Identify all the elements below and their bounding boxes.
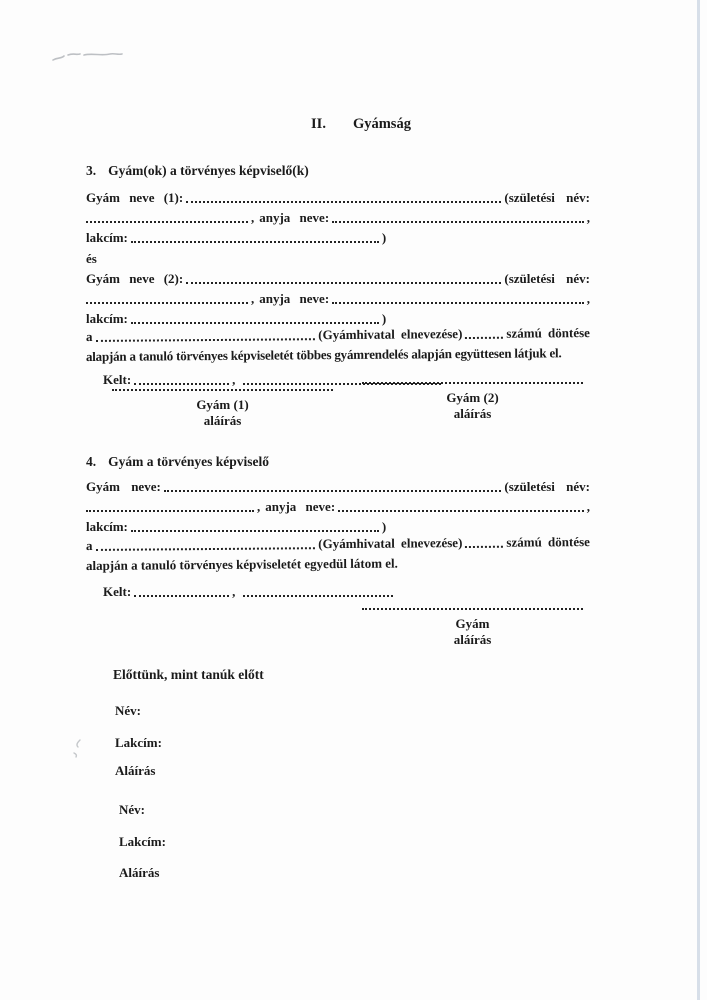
sole-representation-clause xyxy=(86,552,590,576)
close-paren: ) xyxy=(381,230,387,245)
comma: , xyxy=(586,210,590,225)
guardian2-name-label: Gyám neve (2): xyxy=(86,271,184,286)
address-label: lakcím: xyxy=(86,519,128,534)
birth-name-field xyxy=(86,510,254,512)
authority-prefix: a xyxy=(85,537,93,554)
comma: , xyxy=(586,291,590,306)
section-guardians-joint xyxy=(85,161,590,428)
signature-role: Gyám xyxy=(455,616,490,631)
title-text: Gyámság xyxy=(352,116,411,132)
and-line xyxy=(86,249,590,269)
birth-name-label: (születési név: xyxy=(504,271,590,286)
dated-date-field xyxy=(243,595,393,597)
clause-text: alapján a tanuló törvényes képviseletét többes gyámrendelés alapján együttesen látjuk el. xyxy=(85,345,562,365)
signature-role: Gyám (2) xyxy=(446,390,499,405)
section-guardian-sole xyxy=(86,452,590,647)
joint-representation-clause xyxy=(86,343,590,367)
title-number: II. xyxy=(311,116,326,132)
mother-name-label: anyja neve: xyxy=(265,499,336,514)
birth-name-label: (születési név: xyxy=(504,479,590,494)
mother-name-label: anyja neve: xyxy=(259,210,330,225)
witness-signature-label: Aláírás xyxy=(119,865,160,880)
mother-name-field xyxy=(332,302,584,304)
witness-address-label: Lakcím: xyxy=(115,735,162,750)
mother-name-label: anyja neve: xyxy=(259,291,330,306)
witnesses-heading: Előttünk, mint tanúk előtt xyxy=(113,667,264,682)
decision-number-field xyxy=(465,337,503,339)
comma: , xyxy=(586,499,590,514)
authority-name-field xyxy=(95,547,315,551)
section4-heading-text: Gyám a törvényes képviselő xyxy=(108,454,269,469)
clause-text: alapján a tanuló törvényes képviseletét egyedül látom el. xyxy=(85,555,398,574)
guardian-name-field xyxy=(164,490,502,492)
guardian-mother-line xyxy=(86,497,590,517)
comma: , xyxy=(251,210,255,225)
document-title xyxy=(109,116,613,133)
signature-row xyxy=(86,608,590,647)
witness-name-label: Név: xyxy=(115,703,141,718)
guardian-signature-block xyxy=(362,608,583,647)
section4-heading xyxy=(86,452,590,472)
authority-label: (Gyámhivatal elnevezése) xyxy=(318,326,463,343)
address-label: lakcím: xyxy=(86,311,128,326)
guardian-name-line xyxy=(86,477,590,497)
signature-caption: aláírás xyxy=(203,413,242,428)
guardian1-address-line xyxy=(86,228,590,248)
guardian1-mother-line xyxy=(86,208,590,228)
signature-line xyxy=(362,382,583,384)
witness-name-label: Név: xyxy=(119,802,145,817)
witnesses-section xyxy=(86,665,546,882)
authority-name-field xyxy=(95,338,315,342)
section4-number: 4. xyxy=(86,454,97,469)
signature-caption: aláírás xyxy=(453,406,492,421)
decision-number-field xyxy=(465,546,503,548)
comma: , xyxy=(251,291,255,306)
comma: , xyxy=(232,372,236,387)
address-field xyxy=(131,241,379,243)
dated-place-field xyxy=(134,383,229,385)
signature-role: Gyám (1) xyxy=(196,397,249,412)
birth-name-label: (születési név: xyxy=(504,190,590,205)
signatures-row xyxy=(86,382,590,428)
scan-speck xyxy=(70,737,86,761)
signature-line xyxy=(112,389,333,391)
mother-name-field xyxy=(332,221,584,223)
decision-suffix: számú döntése xyxy=(506,325,590,341)
authority-prefix: a xyxy=(85,328,93,345)
section3-heading xyxy=(86,161,590,181)
mother-name-field xyxy=(338,510,584,512)
section3-number: 3. xyxy=(86,163,97,178)
guardian2-mother-line xyxy=(86,289,590,309)
guardian2-signature-block xyxy=(362,382,583,421)
birth-name-field xyxy=(86,221,248,223)
signature-line xyxy=(362,608,583,610)
authority-label: (Gyámhivatal elnevezése) xyxy=(318,535,463,552)
guardian1-name-field xyxy=(186,201,501,203)
guardian-name-label: Gyám neve: xyxy=(86,479,161,494)
guardian1-name-line xyxy=(86,188,590,208)
pencil-scribble xyxy=(50,44,130,66)
witness-signature-label: Aláírás xyxy=(115,763,156,778)
witness1-block xyxy=(115,701,546,780)
section3-heading-text: Gyám(ok) a törvényes képviselő(k) xyxy=(108,163,309,178)
and-word: és xyxy=(86,251,97,266)
dated-label: Kelt: xyxy=(103,372,132,387)
address-field xyxy=(131,530,379,532)
signature-caption: aláírás xyxy=(453,632,492,647)
dated-line xyxy=(103,582,590,602)
dated-label: Kelt: xyxy=(103,584,132,599)
guardian2-name-line xyxy=(86,269,590,289)
address-field xyxy=(131,322,379,324)
decision-suffix: számú döntése xyxy=(506,534,590,550)
guardian1-signature-block xyxy=(112,389,333,428)
comma: , xyxy=(257,499,261,514)
comma: , xyxy=(232,584,236,599)
close-paren: ) xyxy=(381,519,387,534)
witness-address-label: Lakcím: xyxy=(119,834,166,849)
address-label: lakcím: xyxy=(86,230,128,245)
guardian2-name-field xyxy=(186,282,501,284)
close-paren: ) xyxy=(381,311,387,326)
scan-page-edge xyxy=(697,0,700,1000)
birth-name-field xyxy=(86,302,248,304)
guardian1-name-label: Gyám neve (1): xyxy=(86,190,184,205)
dated-place-field xyxy=(134,595,229,597)
witness2-block xyxy=(119,800,546,882)
